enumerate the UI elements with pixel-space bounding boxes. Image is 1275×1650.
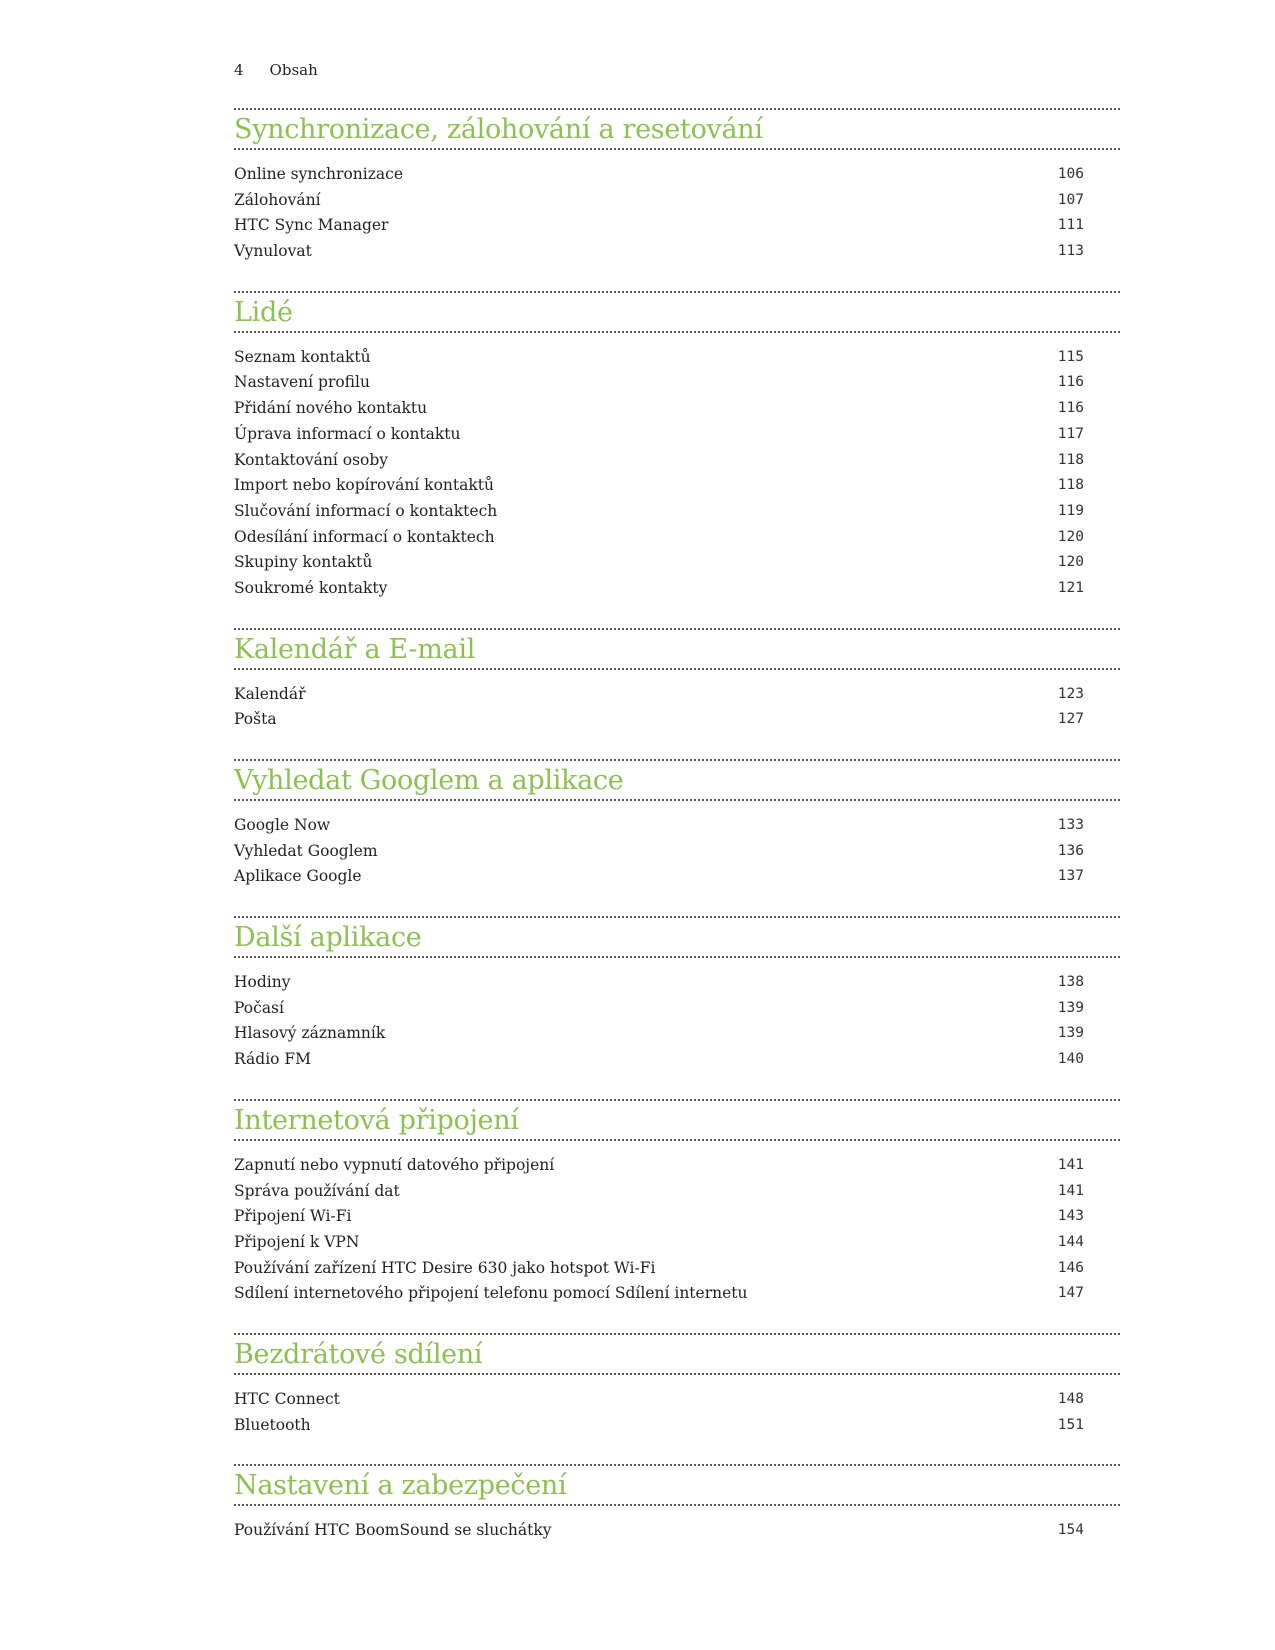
toc-entry-page-number: 107 [1057, 191, 1084, 208]
toc-entry[interactable] [234, 1047, 1120, 1073]
section-heading: Kalendář a E-mail [234, 628, 1120, 670]
toc-entry[interactable] [234, 576, 1120, 602]
toc-entry-label: Hodiny [234, 973, 291, 992]
toc-entry-page-number: 116 [1057, 374, 1084, 391]
toc-entry-page-number: 141 [1057, 1182, 1084, 1199]
page-number: 4 [234, 61, 244, 79]
toc-entry-label: Seznam kontaktů [234, 347, 371, 366]
toc-entry-label: Hlasový záznamník [234, 1024, 386, 1043]
toc-entry-label: Skupiny kontaktů [234, 553, 373, 572]
section-heading: Synchronizace, zálohování a resetování [234, 108, 1120, 150]
table-of-contents [234, 108, 1120, 1570]
toc-entry-label: Bluetooth [234, 1415, 311, 1434]
toc-entry[interactable] [234, 499, 1120, 525]
toc-entry-label: Rádio FM [234, 1050, 312, 1069]
toc-entry-label: Google Now [234, 816, 331, 834]
toc-section [234, 759, 1120, 890]
toc-entry-label: HTC Connect [234, 1389, 340, 1408]
toc-entry[interactable] [234, 1281, 1120, 1307]
toc-entry-page-number: 140 [1057, 1051, 1084, 1068]
toc-section [234, 108, 1120, 265]
toc-entry[interactable] [234, 1256, 1120, 1282]
toc-section [234, 1099, 1120, 1307]
section-heading: Internetová připojení [234, 1099, 1120, 1141]
toc-entry-label: Používání zařízení HTC Desire 630 jako hotspot Wi-Fi [234, 1258, 656, 1277]
toc-entry[interactable] [234, 996, 1120, 1022]
toc-entry[interactable] [234, 1518, 1120, 1544]
toc-entry-label: Sdílení internetového připojení telefonu pomocí Sdílení internetu [234, 1284, 748, 1303]
toc-entry-label: Nastavení profilu [234, 373, 370, 392]
toc-entry-page-number: 113 [1057, 243, 1084, 260]
toc-entry-page-number: 141 [1057, 1156, 1084, 1173]
toc-entry-page-number: 118 [1057, 477, 1084, 494]
toc-section [234, 1333, 1120, 1438]
toc-section [234, 1464, 1120, 1544]
toc-entry[interactable] [234, 970, 1120, 996]
toc-entry-label: Zálohování [234, 190, 321, 209]
toc-entry-label: Používání HTC BoomSound se sluchátky [234, 1521, 552, 1540]
toc-entry-page-number: 120 [1057, 528, 1084, 545]
toc-entry-page-number: 136 [1057, 842, 1084, 859]
toc-entry[interactable] [234, 1387, 1120, 1413]
toc-entry[interactable] [234, 345, 1120, 371]
toc-entry-page-number: 147 [1057, 1285, 1084, 1302]
toc-entry[interactable] [234, 1230, 1120, 1256]
toc-entry[interactable] [234, 682, 1120, 708]
toc-entry-page-number: 154 [1057, 1522, 1084, 1539]
toc-entry-label: Připojení Wi-Fi [234, 1207, 352, 1226]
section-heading: Nastavení a zabezpečení [234, 1464, 1120, 1506]
toc-entry-page-number: 139 [1057, 1025, 1084, 1042]
toc-entry[interactable] [234, 1179, 1120, 1205]
section-heading: Bezdrátové sdílení [234, 1333, 1120, 1375]
toc-entry-page-number: 121 [1057, 579, 1084, 596]
toc-entry[interactable] [234, 1153, 1120, 1179]
toc-entry[interactable] [234, 813, 1120, 839]
toc-entry[interactable] [234, 396, 1120, 422]
section-heading: Další aplikace [234, 916, 1120, 958]
toc-entry-label: Pošta [234, 710, 277, 729]
toc-entry-label: Vyhledat Googlem [234, 841, 378, 860]
toc-entry[interactable] [234, 422, 1120, 448]
toc-entry-label: Správa používání dat [234, 1181, 400, 1200]
toc-entry-page-number: 115 [1057, 348, 1084, 365]
toc-entry[interactable] [234, 162, 1120, 188]
toc-entry-page-number: 120 [1057, 554, 1084, 571]
header-title: Obsah [269, 61, 318, 79]
toc-entry-page-number: 106 [1057, 166, 1084, 182]
toc-entry-label: Aplikace Google [234, 867, 362, 886]
toc-entry-label: HTC Sync Manager [234, 216, 389, 235]
toc-entry-label: Přidání nového kontaktu [234, 399, 428, 418]
toc-entry[interactable] [234, 707, 1120, 733]
section-heading: Vyhledat Googlem a aplikace [234, 759, 1120, 801]
toc-entry-label: Import nebo kopírování kontaktů [234, 476, 494, 495]
toc-entry-page-number: 148 [1057, 1390, 1084, 1407]
toc-entry-page-number: 111 [1057, 217, 1084, 234]
toc-entry-page-number: 116 [1057, 400, 1084, 417]
toc-entry-page-number: 127 [1057, 711, 1084, 728]
toc-entry-label: Odesílání informací o kontaktech [234, 527, 495, 546]
toc-entry-label: Kontaktování osoby [234, 450, 389, 469]
toc-entry[interactable] [234, 864, 1120, 890]
toc-entry[interactable] [234, 473, 1120, 499]
toc-entry[interactable] [234, 213, 1120, 239]
toc-entry-page-number: 138 [1057, 974, 1084, 991]
toc-section [234, 291, 1120, 602]
toc-entry[interactable] [234, 1413, 1120, 1439]
toc-entry-label: Počasí [234, 998, 284, 1017]
toc-entry[interactable] [234, 239, 1120, 265]
running-header [234, 60, 318, 80]
toc-entry-page-number: 133 [1057, 817, 1084, 833]
section-heading: Lidé [234, 291, 1120, 333]
toc-entry-page-number: 117 [1057, 425, 1084, 442]
toc-entry-page-number: 123 [1057, 685, 1084, 702]
toc-entry-page-number: 119 [1057, 502, 1084, 519]
toc-entry[interactable] [234, 550, 1120, 576]
toc-section [234, 628, 1120, 733]
toc-entry-page-number: 137 [1057, 868, 1084, 885]
toc-entry[interactable] [234, 188, 1120, 214]
toc-entry[interactable] [234, 370, 1120, 396]
toc-entry-label: Úprava informací o kontaktu [234, 424, 461, 443]
toc-entry[interactable] [234, 525, 1120, 551]
toc-entry-label: Slučování informací o kontaktech [234, 501, 498, 520]
toc-entry-page-number: 143 [1057, 1208, 1084, 1225]
toc-entry-label: Zapnutí nebo vypnutí datového připojení [234, 1155, 555, 1174]
toc-entry-label: Soukromé kontakty [234, 578, 388, 597]
toc-entry[interactable] [234, 1204, 1120, 1230]
toc-entry[interactable] [234, 1021, 1120, 1047]
toc-entry-label: Kalendář [234, 684, 306, 703]
toc-entry-page-number: 151 [1057, 1416, 1084, 1433]
toc-entry-label: Vynulovat [234, 242, 312, 261]
toc-entry-page-number: 146 [1057, 1259, 1084, 1276]
toc-entry-page-number: 139 [1057, 999, 1084, 1016]
toc-entry-page-number: 144 [1057, 1233, 1084, 1250]
toc-section [234, 916, 1120, 1073]
toc-entry-label: Online synchronizace [234, 165, 403, 183]
toc-entry[interactable] [234, 448, 1120, 474]
toc-entry-label: Připojení k VPN [234, 1232, 360, 1251]
toc-entry[interactable] [234, 839, 1120, 865]
toc-entry-page-number: 118 [1057, 451, 1084, 468]
